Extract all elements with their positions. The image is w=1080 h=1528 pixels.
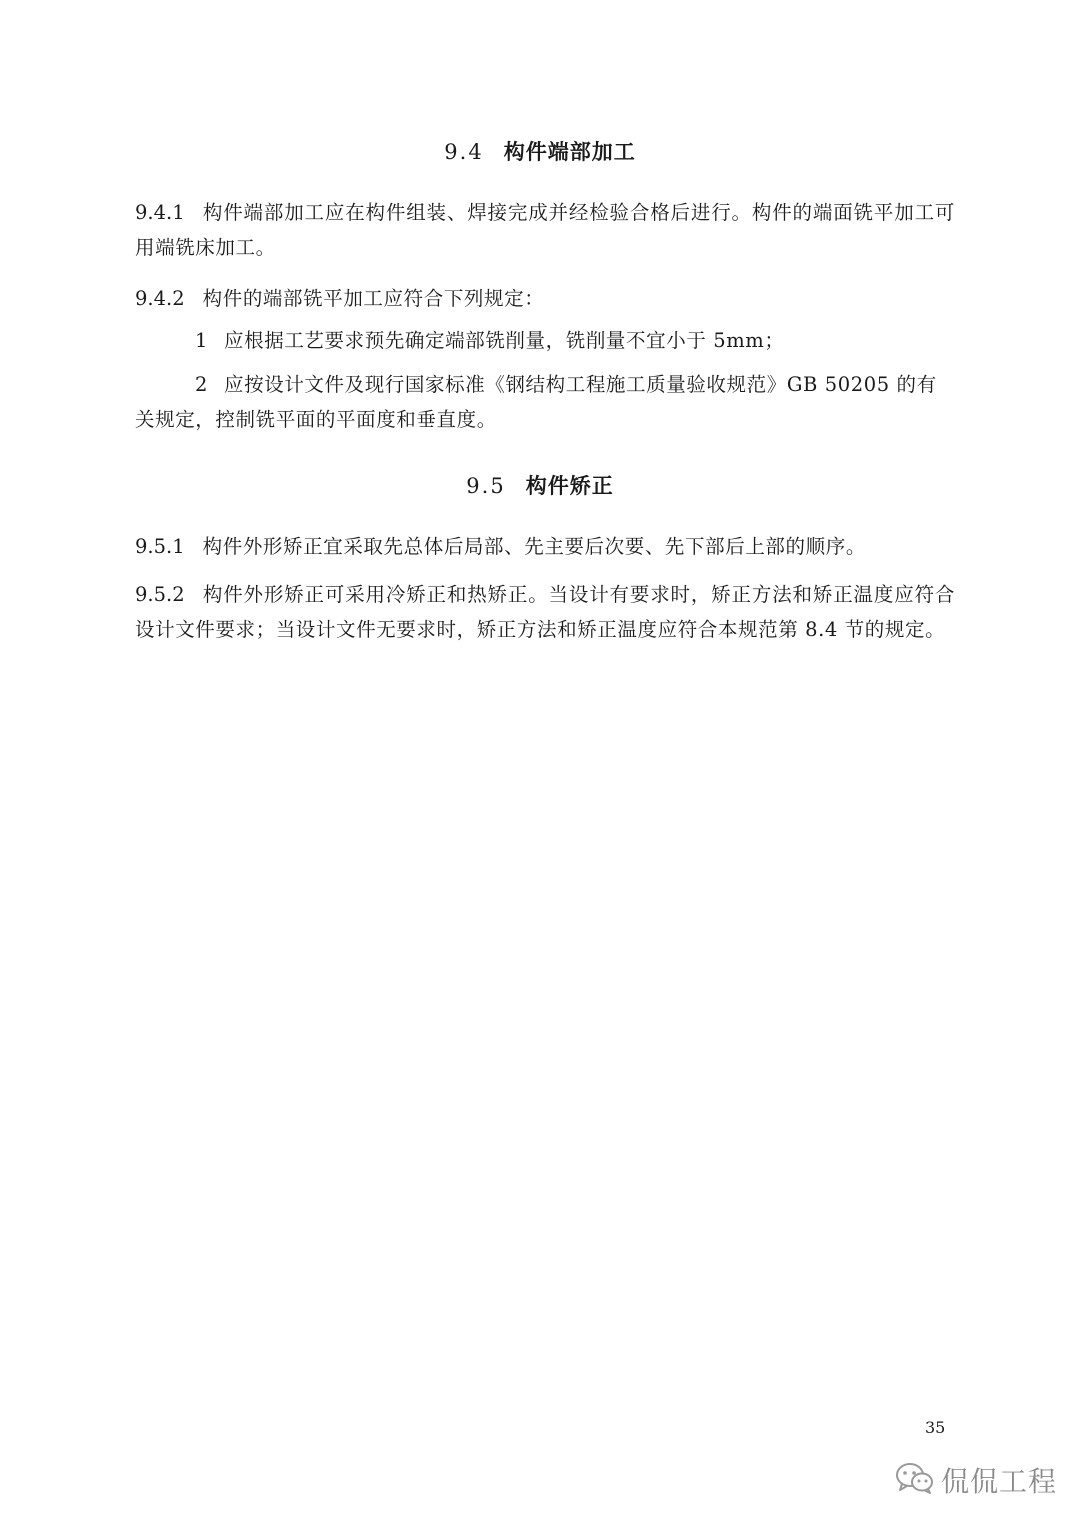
section-heading-9-5 [0, 470, 1080, 500]
clause-text: 构件的端部铣平加工应符合下列规定： [202, 287, 545, 310]
clause-number: 9.5.2 [135, 583, 185, 606]
wechat-icon [895, 1461, 935, 1499]
item-number: 1 [195, 329, 209, 352]
clause-number: 9.4.1 [135, 201, 185, 224]
watermark-text: 侃侃工程 [941, 1465, 1058, 1498]
page-number: 35 [925, 1418, 946, 1437]
clause-text: 构件外形矫正宜采取先总体后局部、先主要后次要、先下部后上部的顺序。 [202, 535, 866, 558]
clause-number: 9.4.2 [135, 287, 185, 310]
clause-9-4-2 [135, 281, 955, 316]
list-item [135, 323, 955, 358]
section-number: 9.4 [444, 140, 484, 164]
section-number: 9.5 [466, 474, 506, 498]
clause-text: 构件外形矫正可采用冷矫正和热矫正。当设计有要求时，矫正方法和矫正温度应符合设计文件要求；当设计文件无要求时，矫正方法和矫正温度应符合本规范第 8.4 节的规定。 [135, 583, 955, 641]
clause-9-5-2 [135, 577, 955, 647]
list-item [135, 367, 955, 437]
item-text: 应按设计文件及现行国家标准《钢结构工程施工质量验收规范》GB 50205 的有关规定，控制铣平面的平面度和垂直度。 [135, 373, 937, 431]
clause-text: 构件端部加工应在构件组装、焊接完成并经检验合格后进行。构件的端面铣平加工可用端铣床加工。 [135, 201, 955, 259]
clause-9-4-1 [135, 195, 955, 265]
item-number: 2 [195, 373, 209, 396]
section-title: 构件矫正 [525, 473, 614, 498]
watermark [895, 1460, 1057, 1500]
section-heading-9-4 [0, 136, 1080, 166]
clause-number: 9.5.1 [135, 535, 185, 558]
clause-9-5-1 [135, 529, 955, 564]
section-title: 构件端部加工 [503, 139, 636, 164]
item-text: 应根据工艺要求预先确定端部铣削量，铣削量不宜小于 5mm； [224, 329, 785, 352]
